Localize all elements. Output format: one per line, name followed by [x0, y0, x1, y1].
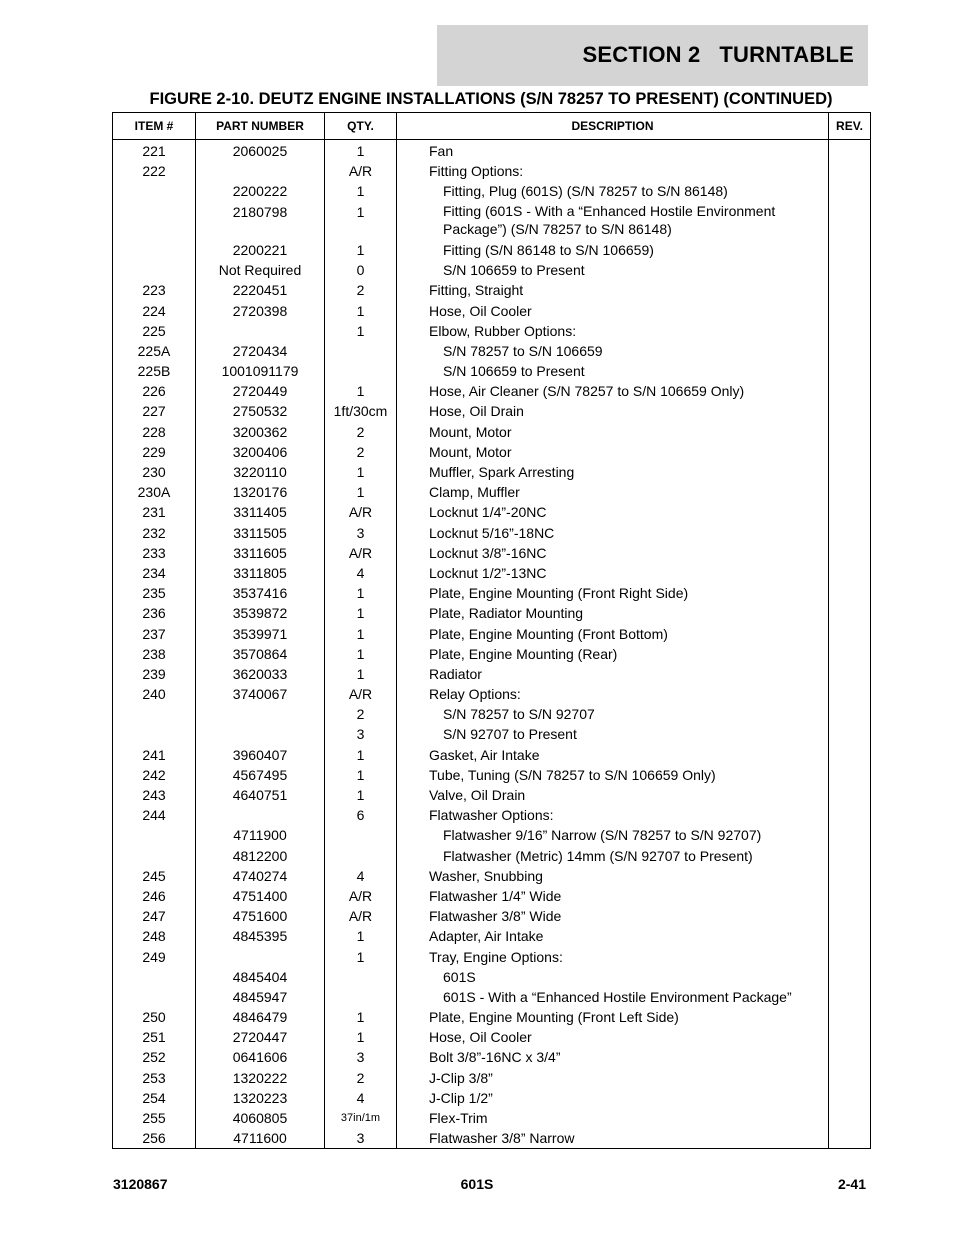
row-part-cell: 4640751	[232, 787, 288, 804]
row-item-cell: 243	[142, 787, 166, 804]
column-header-rev: REV.	[829, 113, 871, 140]
row-part-cell: 2720398	[232, 302, 288, 319]
row-qty-cell: 1	[356, 948, 365, 965]
row-item-cell: 235	[142, 585, 166, 602]
row-part-cell	[196, 947, 324, 967]
row-item-cell: 245	[142, 867, 166, 884]
row-desc-cell: Fan	[429, 143, 454, 159]
row-item-cell: 237	[142, 625, 166, 642]
row-desc-cell: S/N 78257 to S/N 92707	[443, 706, 595, 723]
item-column	[113, 140, 196, 1149]
row-desc-cell: S/N 106659 to Present	[443, 363, 585, 380]
row-qty-cell: 2	[356, 1069, 365, 1086]
column-header-part-number: PART NUMBER	[196, 113, 325, 140]
row-part-cell: 4845404	[232, 968, 288, 985]
row-part-cell: 2750532	[232, 403, 288, 420]
row-part-cell: 1320222	[232, 1069, 288, 1086]
row-item-cell: 224	[142, 302, 166, 319]
row-part-cell: 4060805	[232, 1110, 288, 1127]
row-part-cell: 2720434	[232, 342, 288, 359]
row-part-cell: 4751400	[232, 887, 288, 904]
row-desc-cell: S/N 92707 to Present	[443, 726, 577, 743]
row-part-cell: 2060025	[232, 143, 288, 159]
row-desc-cell: Hose, Oil Drain	[429, 403, 524, 420]
row-desc-cell: Plate, Engine Mounting (Front Right Side)	[429, 585, 689, 602]
row-item-cell: 234	[142, 564, 166, 581]
row-item-cell: 253	[142, 1069, 166, 1086]
row-desc-cell: Fitting, Straight	[429, 282, 524, 299]
row-qty-cell: 37in/1m	[340, 1112, 381, 1125]
row-qty-cell: 1	[356, 787, 365, 804]
row-part-cell: 4711900	[233, 827, 287, 844]
row-desc-cell: J-Clip 1/2”	[429, 1089, 493, 1106]
row-desc-cell: Hose, Air Cleaner (S/N 78257 to S/N 106659 Only)	[429, 383, 745, 400]
row-qty-cell: 1	[356, 625, 365, 642]
row-item-cell: 256	[142, 1130, 166, 1147]
row-desc-cell: Plate, Engine Mounting (Front Left Side)	[429, 1009, 679, 1026]
row-item-cell: 230	[142, 464, 166, 481]
row-qty-cell: 6	[356, 807, 365, 824]
row-part-cell: 3311505	[233, 524, 287, 541]
row-desc-cell: S/N 106659 to Present	[443, 262, 585, 279]
row-item-cell: 230A	[137, 484, 171, 501]
row-item-cell: 246	[142, 887, 166, 904]
row-qty-cell: 3	[356, 1049, 365, 1066]
row-item-cell	[113, 704, 195, 724]
footer-model: 601S	[460, 1176, 494, 1192]
row-item-cell: 229	[142, 443, 166, 460]
row-qty-cell: 4	[356, 564, 365, 581]
row-item-cell	[113, 724, 195, 744]
row-qty-cell: A/R	[348, 887, 373, 904]
row-desc-cell: Flatwasher 3/8” Narrow	[429, 1130, 575, 1147]
description-column	[397, 140, 829, 1149]
row-item-cell: 225A	[137, 342, 171, 359]
row-qty-cell: A/R	[348, 908, 373, 925]
figure-title: FIGURE 2-10. DEUTZ ENGINE INSTALLATIONS (S/N 78257 TO PRESENT) (CONTINUED)	[149, 90, 833, 108]
row-qty-cell	[325, 987, 396, 1007]
row-item-cell: 227	[142, 403, 166, 420]
row-part-cell: 3620033	[232, 665, 288, 682]
row-item-cell: 225B	[137, 363, 171, 380]
row-desc-cell: Fitting, Plug (601S) (S/N 78257 to S/N 86148)	[443, 183, 728, 200]
row-qty-cell: 1	[356, 143, 365, 159]
row-part-cell: 3200362	[232, 423, 288, 440]
row-qty-cell: 2	[356, 443, 365, 460]
row-qty-cell: 3	[356, 726, 365, 743]
row-qty-cell: 4	[356, 867, 365, 884]
row-desc-cell: Plate, Radiator Mounting	[429, 605, 584, 622]
row-part-cell: 4567495	[232, 766, 288, 783]
row-qty-cell: 1	[356, 605, 365, 622]
row-part-cell: 3539872	[232, 605, 288, 622]
row-desc-cell: Clamp, Muffler	[429, 484, 520, 501]
row-item-cell: 241	[142, 746, 166, 763]
row-part-cell: 2220451	[232, 282, 288, 299]
row-desc-cell: Fitting (601S - With a “Enhanced Hostile Environment Package”) (S/N 78257 to S/N 86148)	[443, 202, 776, 237]
row-part-cell	[196, 724, 324, 744]
row-part-cell: 3220110	[233, 464, 287, 481]
row-qty-cell: 1	[356, 1009, 365, 1026]
row-desc-cell: Relay Options:	[429, 686, 521, 703]
row-desc-cell: Bolt 3/8”-16NC x 3/4”	[429, 1049, 561, 1066]
row-desc-cell: Radiator	[429, 665, 482, 682]
row-item-cell	[113, 967, 195, 987]
row-qty-cell: 0	[356, 262, 365, 279]
row-desc-cell: Fitting Options:	[429, 163, 524, 180]
table-body-row	[113, 140, 871, 1149]
row-item-cell: 228	[142, 423, 166, 440]
row-qty-cell: A/R	[348, 504, 373, 521]
row-desc-cell: Plate, Engine Mounting (Rear)	[429, 645, 618, 662]
row-qty-cell	[325, 361, 396, 381]
row-part-cell: 2200222	[232, 183, 288, 200]
row-qty-cell	[325, 341, 396, 361]
row-part-cell	[196, 321, 324, 341]
row-desc-cell: Gasket, Air Intake	[429, 746, 540, 763]
row-part-cell: 3311405	[233, 504, 287, 521]
part-number-column	[196, 140, 325, 1149]
row-item-cell	[113, 202, 195, 240]
column-header-description: DESCRIPTION	[397, 113, 829, 140]
row-desc-cell: Flatwasher 3/8” Wide	[429, 908, 562, 925]
row-desc-cell: Locknut 1/2”-13NC	[429, 564, 547, 581]
row-item-cell: 232	[142, 524, 166, 541]
row-part-cell: 2720447	[232, 1029, 288, 1046]
row-qty-cell: 1	[356, 383, 365, 400]
row-part-cell	[196, 704, 324, 724]
row-qty-cell	[325, 846, 396, 866]
footer-doc-number: 3120867	[113, 1176, 168, 1192]
row-item-cell: 236	[142, 605, 166, 622]
footer-page-number: 2-41	[837, 1176, 866, 1192]
row-desc-cell: Elbow, Rubber Options:	[429, 322, 577, 339]
row-qty-cell: 1	[356, 322, 365, 339]
row-qty-cell: 3	[356, 1130, 365, 1147]
row-item-cell: 254	[142, 1089, 166, 1106]
row-item-cell: 223	[142, 282, 166, 299]
row-item-cell: 251	[142, 1029, 166, 1046]
row-part-cell: 1320223	[232, 1089, 288, 1106]
row-qty-cell: 1ft/30cm	[333, 403, 388, 420]
row-desc-cell: Hose, Oil Cooler	[429, 302, 532, 319]
row-part-cell: 3539971	[232, 625, 288, 642]
row-desc-cell: Fitting (S/N 86148 to S/N 106659)	[443, 241, 654, 258]
row-qty-cell: 2	[356, 706, 365, 723]
row-qty-cell: 1	[356, 645, 365, 662]
row-item-cell: 247	[142, 908, 166, 925]
section-banner	[437, 25, 868, 86]
row-part-cell: 3570864	[232, 645, 288, 662]
row-part-cell: 4740274	[232, 867, 288, 884]
row-qty-cell: 1	[356, 241, 365, 258]
row-qty-cell	[325, 825, 396, 845]
row-desc-cell: Adapter, Air Intake	[429, 928, 544, 945]
row-qty-cell: 2	[356, 282, 365, 299]
row-part-cell: 4751600	[232, 908, 288, 925]
row-part-cell	[196, 805, 324, 825]
row-qty-cell: 1	[356, 665, 365, 682]
row-desc-cell: 601S	[443, 968, 476, 985]
parts-table	[112, 112, 871, 1149]
row-qty-cell: A/R	[348, 544, 373, 561]
row-desc-cell: Flatwasher 1/4” Wide	[429, 887, 562, 904]
row-qty-cell: 1	[356, 585, 365, 602]
row-desc-cell: Mount, Motor	[429, 443, 512, 460]
row-desc-cell: Mount, Motor	[429, 423, 512, 440]
row-desc-cell: Valve, Oil Drain	[429, 787, 526, 804]
row-item-cell	[113, 987, 195, 1007]
row-qty-cell: 1	[356, 183, 365, 200]
rev-column	[829, 140, 871, 1149]
row-desc-cell: 601S - With a “Enhanced Hostile Environment Package”	[443, 988, 792, 1005]
section-title: SECTION 2 TURNTABLE	[582, 42, 854, 67]
row-desc-cell: Locknut 1/4”-20NC	[429, 504, 547, 521]
row-part-cell: 2200221	[232, 241, 288, 258]
qty-column	[325, 140, 397, 1149]
row-part-cell: 2180798	[232, 203, 288, 220]
row-desc-cell: Washer, Snubbing	[429, 867, 543, 884]
row-desc-cell: Flatwasher (Metric) 14mm (S/N 92707 to Present)	[443, 847, 753, 864]
row-part-cell: 4846479	[232, 1009, 288, 1026]
row-item-cell: 252	[142, 1049, 166, 1066]
row-desc-cell: Flatwasher Options:	[429, 807, 554, 824]
row-desc-cell: Muffler, Spark Arresting	[429, 464, 575, 481]
row-item-cell: 240	[142, 686, 166, 703]
row-desc-cell: Locknut 5/16”-18NC	[429, 524, 555, 541]
row-qty-cell: 2	[356, 423, 365, 440]
row-item-cell	[113, 181, 195, 201]
row-qty-cell: 1	[356, 766, 365, 783]
column-header-item: ITEM #	[113, 113, 196, 140]
row-desc-cell: Locknut 3/8”-16NC	[429, 544, 547, 561]
row-item-cell: 231	[142, 504, 166, 521]
row-part-cell: 3740067	[232, 686, 288, 703]
row-item-cell	[113, 240, 195, 260]
row-qty-cell	[325, 967, 396, 987]
row-qty-cell: 1	[356, 203, 365, 220]
row-qty-cell: 1	[356, 464, 365, 481]
row-qty-cell: 1	[356, 1029, 365, 1046]
row-qty-cell: 1	[356, 746, 365, 763]
row-item-cell: 222	[142, 163, 166, 180]
row-item-cell	[113, 260, 195, 280]
row-qty-cell: 1	[356, 928, 365, 945]
row-part-cell: 0641606	[232, 1049, 288, 1066]
row-part-cell: 3537416	[232, 585, 288, 602]
row-item-cell: 255	[142, 1110, 166, 1127]
row-item-cell: 225	[142, 322, 166, 339]
row-part-cell: 3960407	[232, 746, 288, 763]
row-item-cell: 249	[142, 948, 166, 965]
row-qty-cell: 3	[356, 524, 365, 541]
row-desc-cell: Tray, Engine Options:	[429, 948, 563, 965]
row-desc-cell: Flex-Trim	[429, 1110, 488, 1127]
row-desc-cell: Hose, Oil Cooler	[429, 1029, 532, 1046]
row-part-cell: 2720449	[232, 383, 288, 400]
row-part-cell: 4845395	[232, 928, 288, 945]
row-part-cell: 3200406	[232, 443, 288, 460]
row-item-cell: 242	[142, 766, 166, 783]
row-part-cell: 1320176	[232, 484, 288, 501]
row-desc-cell: Flatwasher 9/16” Narrow (S/N 78257 to S/N 92707)	[443, 827, 762, 844]
row-item-cell: 248	[142, 928, 166, 945]
row-desc-cell: J-Clip 3/8”	[429, 1069, 493, 1086]
row-part-cell: 3311805	[233, 564, 287, 581]
row-part-cell: Not Required	[218, 262, 302, 279]
row-item-cell: 226	[142, 383, 166, 400]
row-part-cell: 4711600	[233, 1130, 287, 1147]
row-qty-cell: A/R	[348, 163, 373, 180]
row-item-cell: 233	[142, 544, 166, 561]
row-qty-cell: 1	[356, 484, 365, 501]
row-item-cell: 238	[142, 645, 166, 662]
row-part-cell: 4812200	[232, 847, 288, 864]
row-part-cell: 1001091179	[221, 363, 299, 380]
row-item-cell: 244	[142, 807, 166, 824]
row-qty-cell: A/R	[348, 686, 373, 703]
row-desc-cell: Plate, Engine Mounting (Front Bottom)	[429, 625, 668, 642]
row-item-cell	[113, 846, 195, 866]
row-item-cell: 239	[142, 665, 166, 682]
row-item-cell: 250	[142, 1009, 166, 1026]
row-part-cell: 3311605	[233, 544, 287, 561]
row-part-cell: 4845947	[232, 988, 288, 1005]
row-item-cell	[113, 825, 195, 845]
row-item-cell: 221	[142, 143, 166, 159]
row-part-cell	[196, 161, 324, 181]
row-qty-cell: 4	[356, 1089, 365, 1106]
row-qty-cell: 1	[356, 302, 365, 319]
row-desc-cell: Tube, Tuning (S/N 78257 to S/N 106659 Only)	[429, 766, 716, 783]
table-header-row	[113, 113, 871, 140]
column-header-qty: QTY.	[325, 113, 397, 140]
row-desc-cell: S/N 78257 to S/N 106659	[443, 342, 603, 359]
